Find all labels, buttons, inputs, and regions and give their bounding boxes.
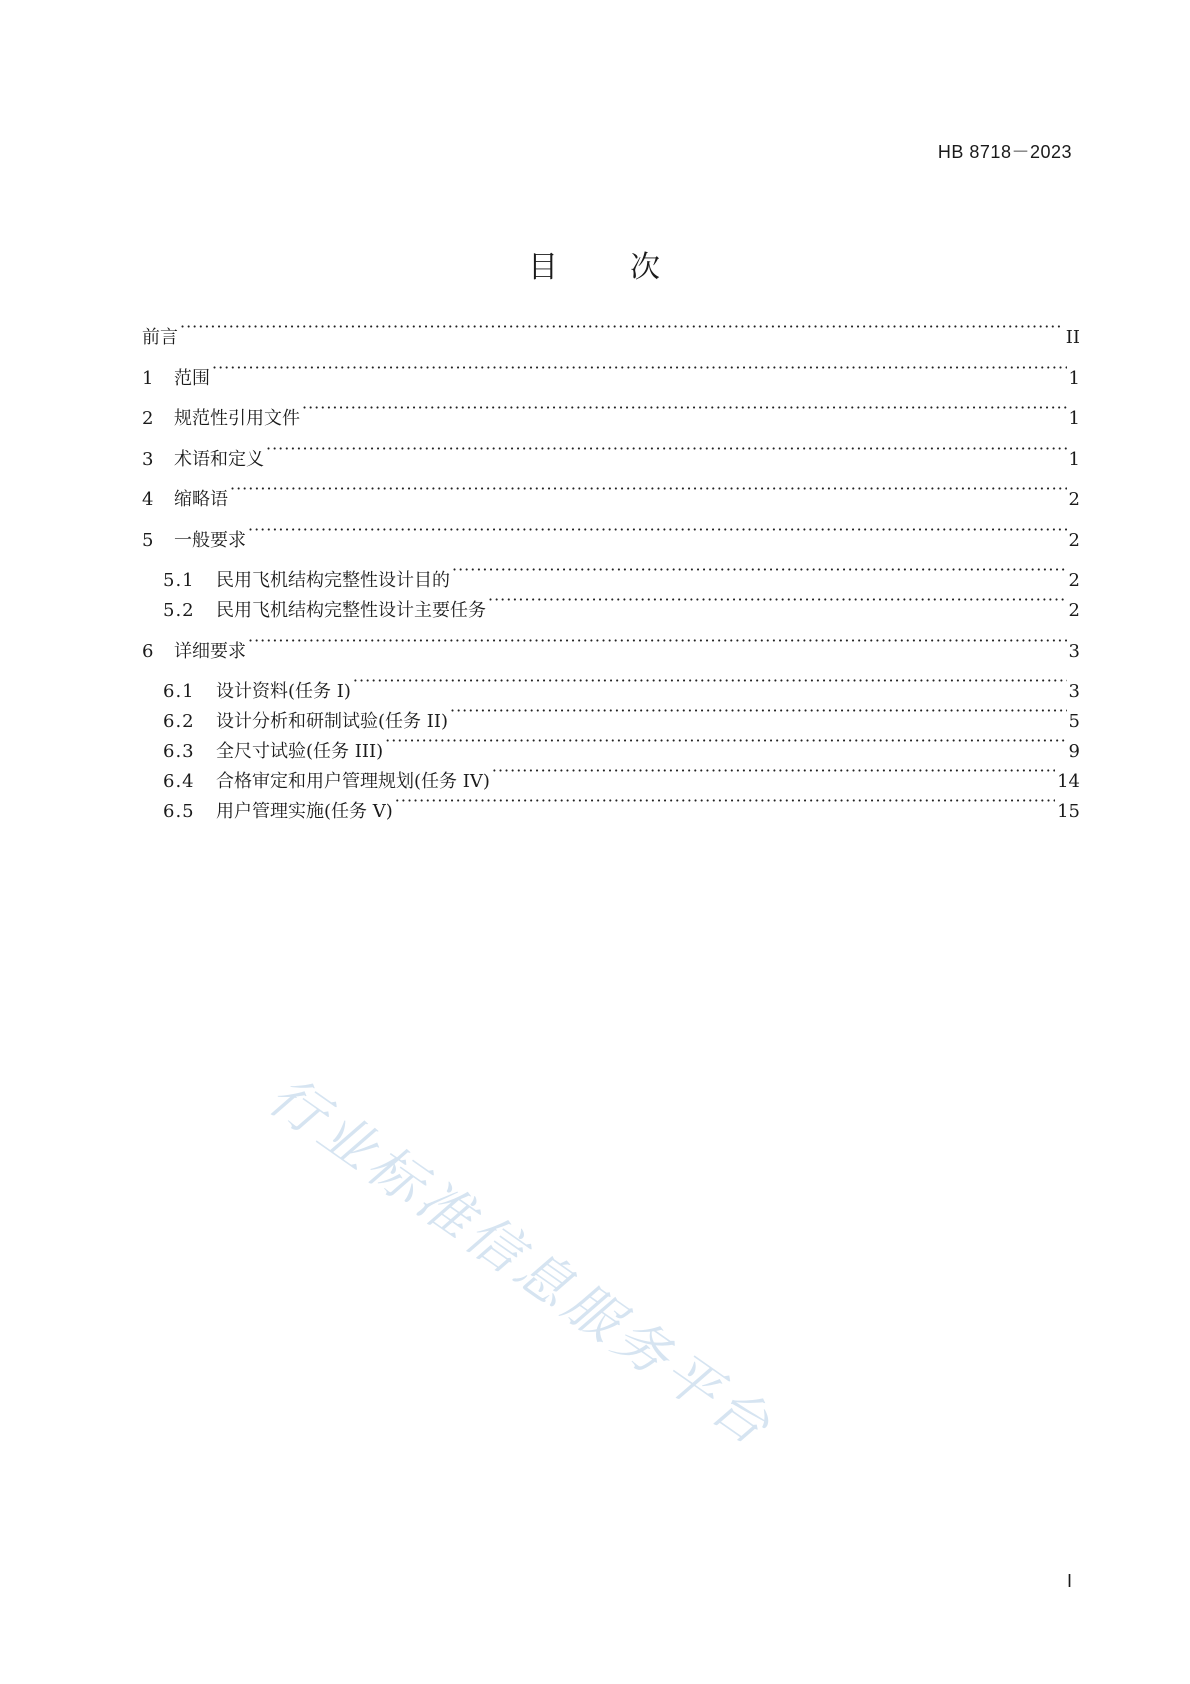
toc-entry-preface[interactable] xyxy=(142,319,1080,350)
toc-entry-title: 设计分析和研制试验(任务 II) xyxy=(216,711,448,732)
toc-leader-dots xyxy=(488,592,1067,616)
toc-entry-6-5[interactable] xyxy=(163,793,1080,824)
toc-entry-page: 2 xyxy=(1068,570,1080,591)
toc-entry-title: 合格审定和用户管理规划(任务 IV) xyxy=(216,771,490,792)
toc-entry-number: 1 xyxy=(142,368,155,389)
toc-entry-page: 3 xyxy=(1068,641,1080,662)
toc-entry-number: 4 xyxy=(142,489,155,510)
toc-entry-page: 1 xyxy=(1068,449,1080,470)
page-title-left: 目 xyxy=(528,250,560,285)
toc-entry-5[interactable] xyxy=(142,522,1080,553)
toc-entry-number: 6.5 xyxy=(163,801,195,822)
toc-entry-number: 2 xyxy=(142,408,155,429)
toc-entry-title: 民用飞机结构完整性设计主要任务 xyxy=(216,600,486,621)
toc-entry-6-3[interactable] xyxy=(163,733,1080,764)
toc-entry-page: 1 xyxy=(1068,408,1080,429)
toc-entry-page: 2 xyxy=(1068,600,1080,621)
toc-entry-number: 6.1 xyxy=(163,681,195,702)
toc-entry-number: 6.4 xyxy=(163,771,195,792)
toc-entry-title: 缩略语 xyxy=(174,489,228,510)
page-title xyxy=(0,242,1190,286)
toc-leader-dots xyxy=(395,793,1055,817)
toc-leader-dots xyxy=(353,673,1067,697)
toc-entry-page: 2 xyxy=(1068,530,1080,551)
toc-entry-6-2[interactable] xyxy=(163,703,1080,734)
toc-entry-number: 5.1 xyxy=(163,570,195,591)
toc-leader-dots xyxy=(450,703,1067,727)
standard-code: HB 8718－2023 xyxy=(937,142,1072,162)
toc-entry-page: 14 xyxy=(1057,771,1080,792)
toc-entry-title: 一般要求 xyxy=(174,530,246,551)
toc-entry-page: 9 xyxy=(1068,741,1080,762)
toc-entry-number: 5 xyxy=(142,530,155,551)
toc-entry-title: 设计资料(任务 I) xyxy=(216,681,351,702)
toc-leader-dots xyxy=(492,763,1055,787)
toc-entry-title: 全尺寸试验(任务 III) xyxy=(216,741,384,762)
toc-entry-page: 5 xyxy=(1068,711,1080,732)
toc-entry-number: 6 xyxy=(142,641,155,662)
toc-entry-title: 术语和定义 xyxy=(174,449,264,470)
toc-entry-6-1[interactable] xyxy=(163,673,1080,704)
toc-entry-3[interactable] xyxy=(142,441,1080,472)
toc-entry-title: 用户管理实施(任务 V) xyxy=(216,801,393,822)
toc-leader-dots xyxy=(212,360,1067,384)
toc-entry-page: 2 xyxy=(1068,489,1080,510)
toc-entry-number: 6.2 xyxy=(163,711,195,732)
toc-entry-number: 3 xyxy=(142,449,155,470)
toc-leader-dots xyxy=(266,441,1067,465)
toc-leader-dots xyxy=(248,522,1067,546)
toc-entry-1[interactable] xyxy=(142,360,1080,391)
page-number: I xyxy=(1066,1571,1072,1591)
toc-entry-5-2[interactable] xyxy=(163,592,1080,623)
toc-entry-title: 规范性引用文件 xyxy=(174,408,300,429)
toc-entry-2[interactable] xyxy=(142,400,1080,431)
toc-entry-title: 范围 xyxy=(174,368,210,389)
page-title-right: 次 xyxy=(630,250,662,285)
toc-entry-title: 前言 xyxy=(142,327,178,348)
toc-entry-page: 3 xyxy=(1068,681,1080,702)
toc-leader-dots xyxy=(248,633,1067,657)
watermark: 行业标准信息服务平台 xyxy=(257,1064,786,1460)
toc-entry-page: 15 xyxy=(1057,801,1080,822)
toc-entry-6[interactable] xyxy=(142,633,1080,664)
toc-entry-title: 详细要求 xyxy=(174,641,246,662)
toc-entry-5-1[interactable] xyxy=(163,562,1080,593)
toc-leader-dots xyxy=(385,733,1066,757)
toc-leader-dots xyxy=(302,400,1067,424)
toc-entry-page: II xyxy=(1065,327,1080,348)
toc-entry-6-4[interactable] xyxy=(163,763,1080,794)
toc-entry-title: 民用飞机结构完整性设计目的 xyxy=(216,570,450,591)
toc-entry-number: 6.3 xyxy=(163,741,195,762)
toc-entry-page: 1 xyxy=(1068,368,1080,389)
toc-entry-number: 5.2 xyxy=(163,600,195,621)
toc-leader-dots xyxy=(452,562,1067,586)
toc-leader-dots xyxy=(230,481,1067,505)
toc-leader-dots xyxy=(180,319,1064,343)
toc-entry-4[interactable] xyxy=(142,481,1080,512)
